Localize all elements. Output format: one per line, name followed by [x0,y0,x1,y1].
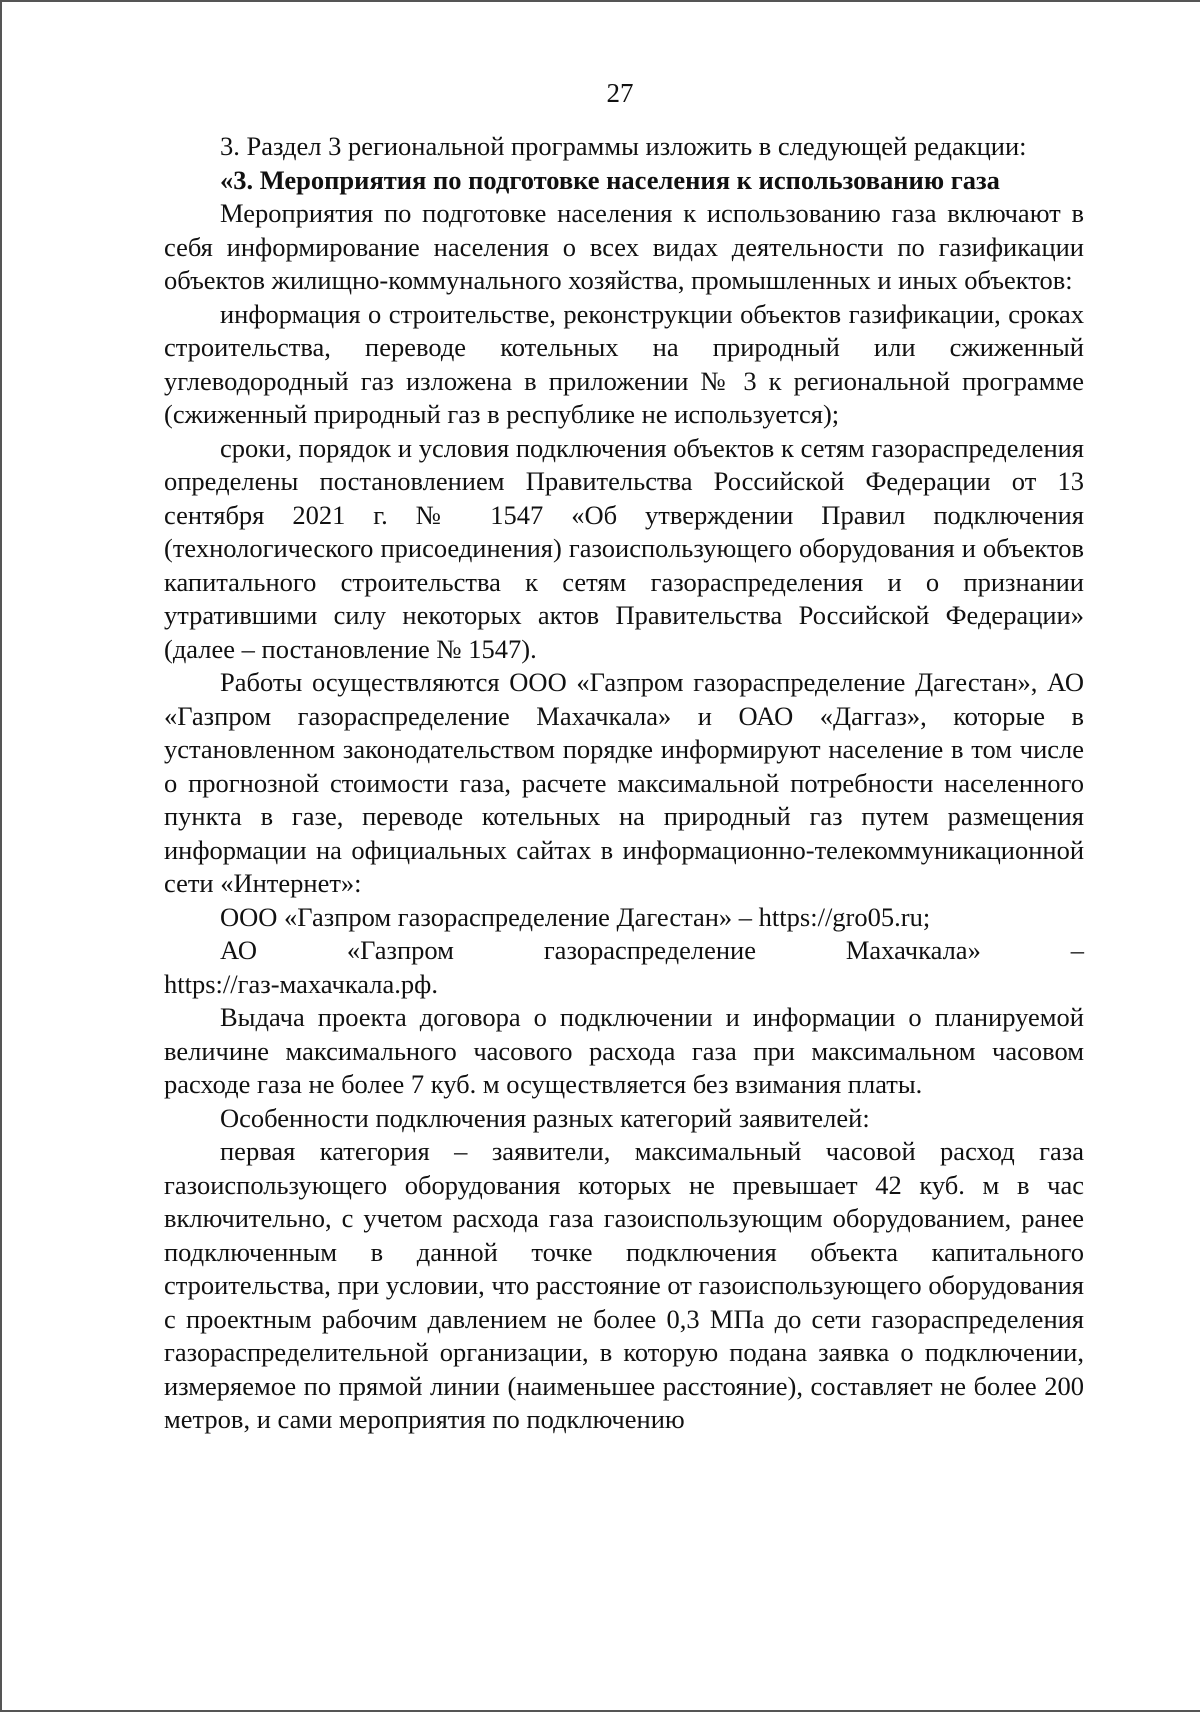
paragraph-categories-heading: Особенности подключения разных категорий заявителей: [220,1102,870,1133]
paragraph-site-makhachkala-url: https://газ-махачкала.рф. [164,968,438,999]
paragraph-measures: Мероприятия по подготовке населения к использованию газа включают в себя информирование населения о всех видах деятельности по газификации объектов жилищно-коммунального хозяйства, промышленных и иных объектов: [164,198,1084,295]
paragraph-construction-info: информация о строительстве, реконструкции объектов газификации, сроках строительства, переводе котельных на природный или сжиженный углеводородный газ изложена в приложении № 3 к региональной программе (сжиженный природный газ в республике не используется); [164,298,1084,429]
paragraph-first-category: первая категория – заявители, максимальный часовой расход газа газоиспользующего оборудования которых не превышает 42 куб. м в час включительно, с учетом расхода газа газоиспользующим оборудованием, ранее подключенным в данной точке подключения объекта капитального строительства, при условии, что расстояние от газоиспользующего оборудования с проектным рабочим давлением не более 0,3 МПа до сети газораспределения газораспределительной организации, в которую подана заявка о подключении, измеряемое по прямой линии (наименьшее расстояние), составляет не более 200 метров, и сами мероприятия по подключению [164,1136,1084,1434]
paragraph-connection-terms: сроки, порядок и условия подключения объектов к сетям газораспределения определены постановлением Правительства Российской Федерации от 13 сентября 2021 г. № 1547 «Об утверждении Правил подключения (технологического присоединения) газоиспользующего оборудования и объектов капитального строительства к сетям газораспределения и о признании утратившими силу некоторых актов Правительства Российской Федерации» (далее – постановление № 1547). [164,432,1084,664]
scan-top-edge [0,0,1200,2]
spread-word: газораспределение [543,935,756,965]
paragraph-works: Работы осуществляются ООО «Газпром газораспределение Дагестан», АО «Газпром газораспределение Махачкала» и ОАО «Даггаз», которые в установленном законодательством порядке информируют население в том числе о прогнозной стоимости газа, расчете максимальной потребности населенного пункта в газе, переводе котельных на природный газ путем размещения информации на официальных сайтах в информационно-телекоммуникационной сети «Интернет»: [164,667,1084,898]
scan-left-edge [0,0,2,1712]
paragraph-site-makhachkala-line [164,934,1084,968]
paragraph-contract-issuance: Выдача проекта договора о подключении и информации о планируемой величине максимального часового расхода газа при максимальном часовом расходе газа не более 7 куб. м осуществляется без взимания платы. [164,1002,1084,1099]
document-body [164,130,1084,1437]
paragraph-site-dagestan: ООО «Газпром газораспределение Дагестан» – https://gro05.ru; [220,901,931,932]
spread-word: АО [220,935,257,965]
spread-word: «Газпром [346,935,454,965]
spread-word: – [1070,935,1084,965]
spread-word: Махачкала» [845,935,981,965]
page-number: 27 [606,78,634,108]
section-heading: «3. Мероприятия по подготовке населения к использованию газа [220,164,1000,195]
intro-paragraph: 3. Раздел 3 региональной программы изложить в следующей редакции: [220,131,1027,161]
